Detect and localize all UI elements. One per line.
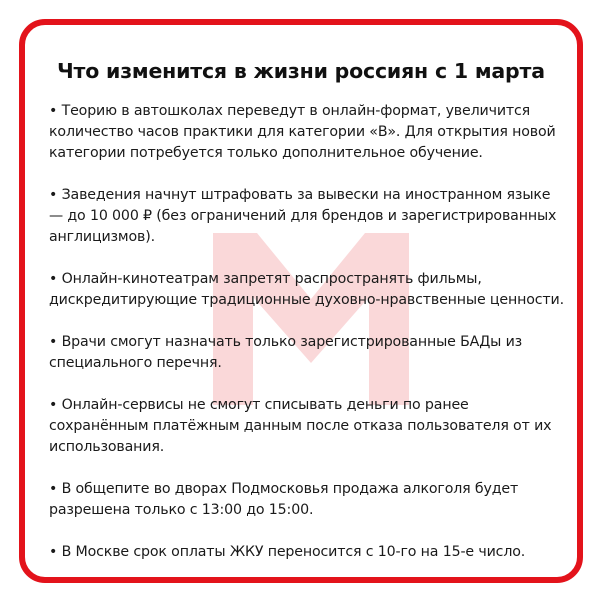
list-item	[49, 542, 565, 563]
list-item	[49, 479, 565, 521]
list-item	[49, 332, 565, 374]
page-title: Что изменится в жизни россиян с 1 марта	[57, 59, 545, 83]
news-list	[49, 101, 565, 583]
list-item-text: • В общепите во дворах Подмосковья продажа алкоголя будет разрешена только с 13:00 до 15:00.	[49, 481, 519, 518]
list-item	[49, 185, 565, 248]
list-item	[49, 101, 565, 164]
list-item-text: • Теорию в автошколах переведут в онлайн-формат, увеличится количество часов практики для категории «В». Для открытия новой категории потребуется только дополнительное обучение.	[49, 103, 556, 161]
news-card	[19, 19, 583, 583]
list-item	[49, 269, 565, 311]
list-item-text: • Онлайн-сервисы не смогут списывать деньги по ранее сохранённым платёжным данным после отказа пользователя от их использования.	[49, 397, 552, 455]
list-item-text: • В Москве срок оплаты ЖКУ переносится с 10-го на 15-е число.	[49, 544, 526, 560]
list-item-text: • Онлайн-кинотеатрам запретят распространять фильмы, дискредитирующие традиционные духовно-нравственные ценности.	[49, 271, 564, 308]
list-item-text: • Врачи смогут назначать только зарегистрированные БАДы из специального перечня.	[49, 334, 523, 371]
svg-text:24/7: 24/7	[254, 356, 368, 405]
list-item-text: • Заведения начнут штрафовать за вывески на иностранном языке — до 10 000 ₽ (без ограничений для брендов и зарегистрированных англицизмов).	[49, 187, 557, 245]
list-item	[49, 395, 565, 458]
